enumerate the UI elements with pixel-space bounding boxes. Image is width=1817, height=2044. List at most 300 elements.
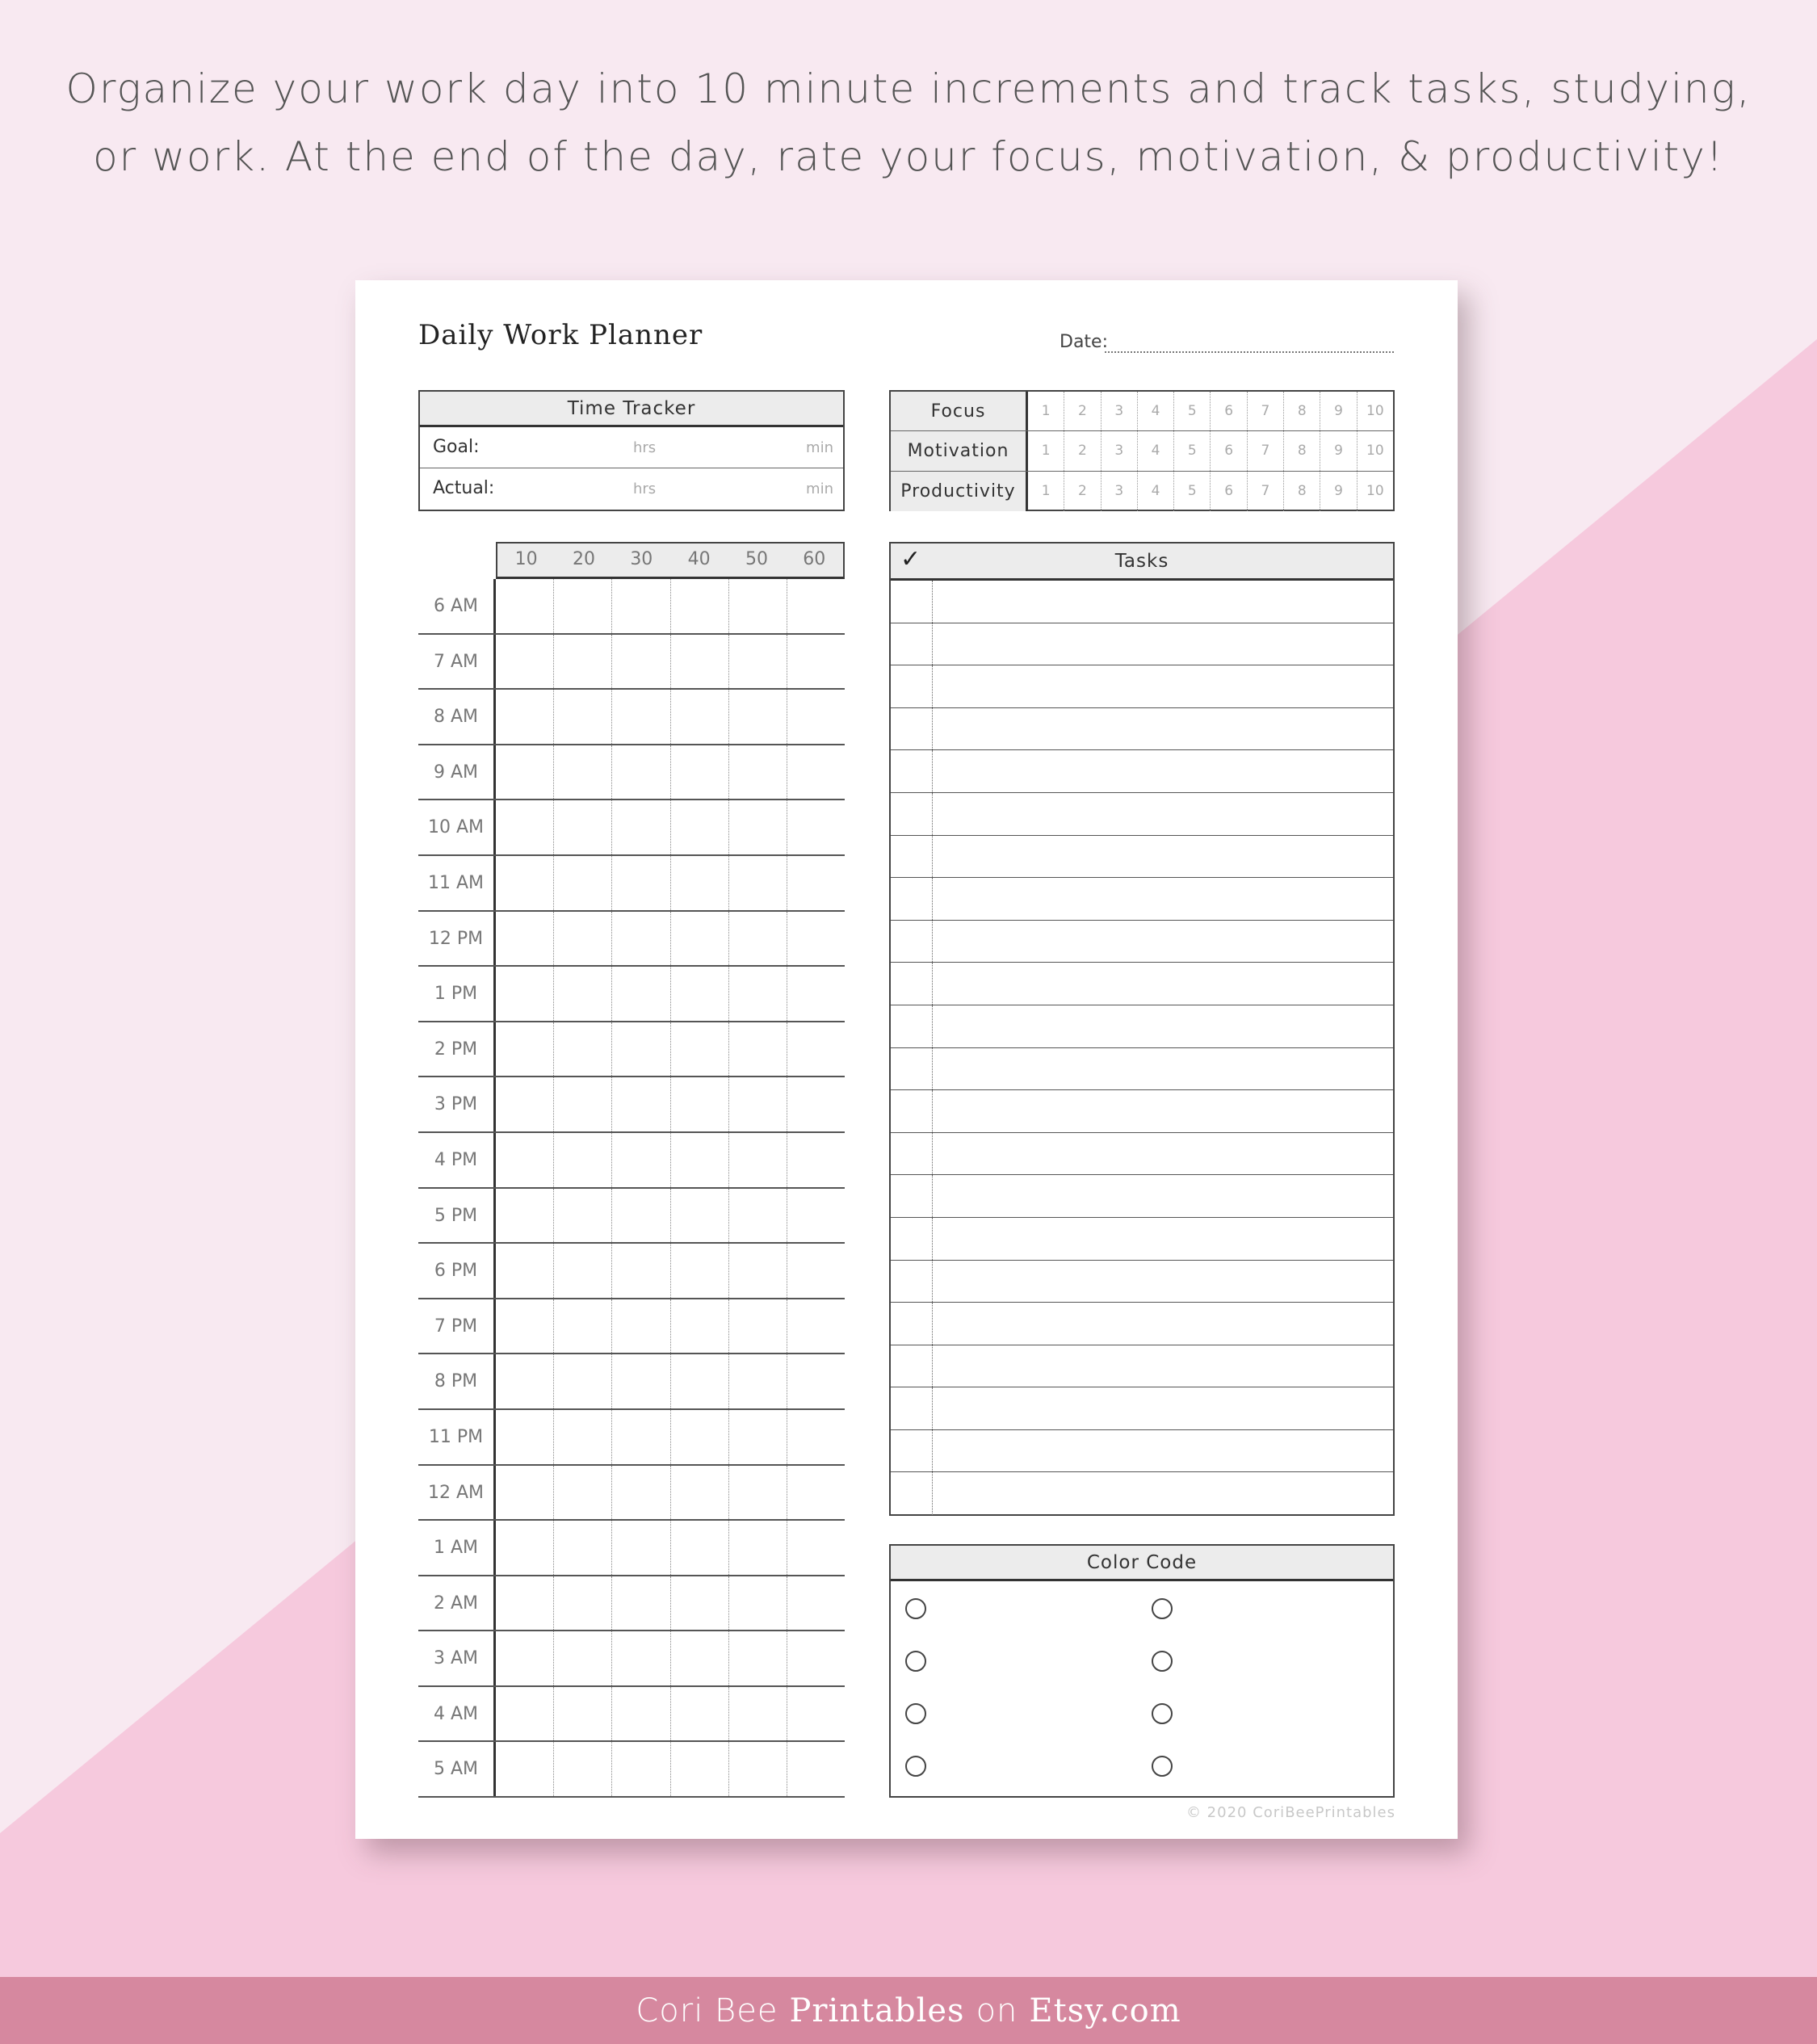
task-row bbox=[891, 963, 1393, 1005]
rating-option[interactable]: 7 bbox=[1248, 472, 1284, 511]
time-slot[interactable] bbox=[496, 1466, 554, 1520]
hour-label: 11 AM bbox=[418, 856, 496, 910]
rating-option[interactable]: 5 bbox=[1174, 392, 1211, 430]
footer-printables: Printables bbox=[789, 1992, 965, 2029]
task-checkbox[interactable] bbox=[891, 1387, 933, 1429]
time-slot[interactable] bbox=[496, 1244, 554, 1298]
time-slot[interactable] bbox=[671, 1133, 729, 1187]
rating-option[interactable]: 2 bbox=[1064, 431, 1101, 470]
time-slot[interactable] bbox=[612, 1022, 670, 1077]
time-slot[interactable] bbox=[729, 912, 787, 966]
time-slot[interactable] bbox=[671, 1354, 729, 1408]
time-slot[interactable] bbox=[496, 1410, 554, 1464]
date-label: Date: bbox=[1060, 332, 1108, 352]
task-checkbox[interactable] bbox=[891, 665, 933, 707]
task-checkbox[interactable] bbox=[891, 1303, 933, 1345]
color-swatch-circle[interactable] bbox=[905, 1651, 926, 1672]
rating-option[interactable]: 8 bbox=[1284, 431, 1320, 470]
time-slot[interactable] bbox=[729, 635, 787, 689]
task-checkbox[interactable] bbox=[891, 1005, 933, 1047]
time-slot[interactable] bbox=[554, 745, 612, 800]
time-slot[interactable] bbox=[612, 1521, 670, 1575]
time-slot[interactable] bbox=[496, 1189, 554, 1243]
time-slot[interactable] bbox=[729, 690, 787, 744]
time-slot[interactable] bbox=[612, 1299, 670, 1354]
rating-option[interactable]: 9 bbox=[1320, 431, 1357, 470]
time-slot[interactable] bbox=[612, 1576, 670, 1631]
color-code bbox=[889, 1544, 1395, 1798]
rating-row bbox=[891, 431, 1393, 471]
task-checkbox[interactable] bbox=[891, 793, 933, 835]
task-checkbox[interactable] bbox=[891, 921, 933, 963]
hour-label: 7 PM bbox=[418, 1299, 496, 1354]
time-slot[interactable] bbox=[496, 1077, 554, 1131]
time-slot[interactable] bbox=[787, 635, 845, 689]
time-slot[interactable] bbox=[729, 579, 787, 633]
footer-bar bbox=[0, 1977, 1817, 2044]
time-slot[interactable] bbox=[496, 967, 554, 1021]
time-slot[interactable] bbox=[671, 579, 729, 633]
time-slot[interactable] bbox=[787, 1244, 845, 1298]
hour-row bbox=[418, 579, 845, 635]
hour-row bbox=[418, 1077, 845, 1133]
hour-row bbox=[418, 1466, 845, 1521]
task-row bbox=[891, 581, 1393, 623]
actual-hrs: hrs bbox=[633, 481, 657, 497]
hour-row bbox=[418, 1189, 845, 1244]
task-field[interactable] bbox=[933, 836, 1393, 878]
rating-option[interactable]: 9 bbox=[1320, 392, 1357, 430]
task-field[interactable] bbox=[933, 1005, 1393, 1047]
time-slot[interactable] bbox=[554, 1466, 612, 1520]
rating-label: Productivity bbox=[891, 472, 1028, 511]
footer-cori-bee: Cori Bee bbox=[636, 1992, 778, 2029]
time-slot[interactable] bbox=[787, 690, 845, 744]
hour-label: 1 AM bbox=[418, 1521, 496, 1575]
task-field[interactable] bbox=[933, 1133, 1393, 1175]
time-slot[interactable] bbox=[787, 1189, 845, 1243]
hour-row bbox=[418, 800, 845, 856]
time-slot[interactable] bbox=[554, 1299, 612, 1354]
task-row bbox=[891, 1261, 1393, 1303]
task-row bbox=[891, 1090, 1393, 1133]
time-slot[interactable] bbox=[729, 1022, 787, 1077]
time-slot[interactable] bbox=[787, 1631, 845, 1685]
task-field[interactable] bbox=[933, 1218, 1393, 1260]
time-slot[interactable] bbox=[612, 967, 670, 1021]
time-slot[interactable] bbox=[612, 579, 670, 633]
time-slot[interactable] bbox=[787, 1687, 845, 1741]
checkmark-icon: ✓ bbox=[900, 545, 921, 573]
planner-title: Daily Work Planner bbox=[418, 319, 703, 351]
goal-label: Goal: bbox=[433, 437, 480, 457]
time-slot[interactable] bbox=[612, 1133, 670, 1187]
rating-option[interactable]: 1 bbox=[1028, 472, 1064, 511]
time-slot[interactable] bbox=[729, 1466, 787, 1520]
hour-label: 6 AM bbox=[418, 579, 496, 633]
time-slot[interactable] bbox=[612, 1244, 670, 1298]
goal-hrs: hrs bbox=[633, 439, 657, 456]
time-slot[interactable] bbox=[787, 1742, 845, 1796]
task-row bbox=[891, 750, 1393, 793]
time-slot[interactable] bbox=[554, 800, 612, 854]
rating-option[interactable]: 9 bbox=[1320, 472, 1357, 511]
hour-row bbox=[418, 745, 845, 801]
color-swatch-circle[interactable] bbox=[1152, 1756, 1173, 1777]
task-field[interactable] bbox=[933, 1303, 1393, 1345]
color-swatch-circle[interactable] bbox=[1152, 1651, 1173, 1672]
time-slot[interactable] bbox=[612, 690, 670, 744]
time-slot[interactable] bbox=[496, 635, 554, 689]
rating-label: Motivation bbox=[891, 431, 1028, 470]
goal-min: min bbox=[806, 439, 833, 456]
time-slot[interactable] bbox=[612, 1742, 670, 1796]
time-slot[interactable] bbox=[554, 1742, 612, 1796]
hour-label: 5 AM bbox=[418, 1742, 496, 1796]
time-slot[interactable] bbox=[554, 1631, 612, 1685]
time-slot[interactable] bbox=[671, 1466, 729, 1520]
task-field[interactable] bbox=[933, 921, 1393, 963]
time-slot[interactable] bbox=[612, 1189, 670, 1243]
time-slot[interactable] bbox=[554, 1244, 612, 1298]
rating-option[interactable]: 1 bbox=[1028, 392, 1064, 430]
hour-label: 4 AM bbox=[418, 1687, 496, 1741]
time-slot[interactable] bbox=[787, 800, 845, 854]
time-slot[interactable] bbox=[787, 1077, 845, 1131]
time-slot[interactable] bbox=[729, 1687, 787, 1741]
hour-label: 8 PM bbox=[418, 1354, 496, 1408]
time-slot[interactable] bbox=[787, 1299, 845, 1354]
time-slot[interactable] bbox=[729, 1354, 787, 1408]
minute-label: 10 bbox=[514, 549, 538, 569]
task-field[interactable] bbox=[933, 878, 1393, 920]
task-field[interactable] bbox=[933, 750, 1393, 792]
color-swatch-circle[interactable] bbox=[1152, 1598, 1173, 1619]
time-slot[interactable] bbox=[671, 1576, 729, 1631]
time-slot[interactable] bbox=[612, 912, 670, 966]
time-slot[interactable] bbox=[671, 635, 729, 689]
task-field[interactable] bbox=[933, 1048, 1393, 1090]
task-checkbox[interactable] bbox=[891, 1218, 933, 1260]
hour-row bbox=[418, 1022, 845, 1078]
task-checkbox[interactable] bbox=[891, 963, 933, 1005]
time-slot[interactable] bbox=[787, 856, 845, 910]
rating-option[interactable]: 6 bbox=[1211, 472, 1247, 511]
time-slot[interactable] bbox=[671, 745, 729, 800]
headline-line-1: Organize your work day into 10 minute increments and track tasks, studying, bbox=[65, 65, 1752, 112]
hour-label: 3 PM bbox=[418, 1077, 496, 1131]
time-slot[interactable] bbox=[729, 1410, 787, 1464]
task-row bbox=[891, 921, 1393, 963]
rating-option[interactable]: 3 bbox=[1102, 392, 1138, 430]
footer-etsy: Etsy.com bbox=[1029, 1992, 1181, 2029]
task-field[interactable] bbox=[933, 1175, 1393, 1217]
rating-option[interactable]: 6 bbox=[1211, 431, 1247, 470]
hour-row bbox=[418, 1133, 845, 1189]
rating-option[interactable]: 7 bbox=[1248, 392, 1284, 430]
time-slot[interactable] bbox=[554, 856, 612, 910]
time-slot[interactable] bbox=[612, 1687, 670, 1741]
hour-label: 4 PM bbox=[418, 1133, 496, 1187]
task-checkbox[interactable] bbox=[891, 1472, 933, 1515]
time-slot[interactable] bbox=[496, 1299, 554, 1354]
time-slot[interactable] bbox=[729, 1576, 787, 1631]
task-checkbox[interactable] bbox=[891, 1048, 933, 1090]
hour-row bbox=[418, 1410, 845, 1466]
time-slot[interactable] bbox=[496, 1022, 554, 1077]
time-tracker-title: Time Tracker bbox=[420, 392, 843, 427]
time-slot[interactable] bbox=[671, 1299, 729, 1354]
rating-table bbox=[889, 390, 1395, 511]
hour-label: 10 AM bbox=[418, 800, 496, 854]
task-row bbox=[891, 1387, 1393, 1430]
time-slot[interactable] bbox=[554, 635, 612, 689]
task-field[interactable] bbox=[933, 963, 1393, 1005]
time-slot[interactable] bbox=[729, 967, 787, 1021]
time-slot[interactable] bbox=[554, 1189, 612, 1243]
rating-option[interactable]: 4 bbox=[1138, 472, 1174, 511]
time-slot[interactable] bbox=[554, 967, 612, 1021]
time-slot[interactable] bbox=[554, 1576, 612, 1631]
rating-option[interactable]: 4 bbox=[1138, 392, 1174, 430]
task-field[interactable] bbox=[933, 1090, 1393, 1132]
time-slot[interactable] bbox=[671, 1631, 729, 1685]
time-slot[interactable] bbox=[729, 1521, 787, 1575]
time-slot[interactable] bbox=[671, 856, 729, 910]
task-row bbox=[891, 1218, 1393, 1261]
time-slot[interactable] bbox=[787, 1410, 845, 1464]
time-slot[interactable] bbox=[554, 1077, 612, 1131]
time-slot[interactable] bbox=[554, 690, 612, 744]
task-checkbox[interactable] bbox=[891, 750, 933, 792]
task-field[interactable] bbox=[933, 1261, 1393, 1303]
hour-label: 12 AM bbox=[418, 1466, 496, 1520]
task-checkbox[interactable] bbox=[891, 836, 933, 878]
time-slot[interactable] bbox=[671, 967, 729, 1021]
task-row bbox=[891, 665, 1393, 708]
time-slot[interactable] bbox=[496, 1687, 554, 1741]
time-slot[interactable] bbox=[496, 1354, 554, 1408]
task-row bbox=[891, 1175, 1393, 1218]
time-slot[interactable] bbox=[554, 1354, 612, 1408]
tasks-table bbox=[889, 542, 1395, 1516]
task-checkbox[interactable] bbox=[891, 1430, 933, 1472]
hour-row bbox=[418, 856, 845, 912]
time-slot[interactable] bbox=[496, 1133, 554, 1187]
time-slot[interactable] bbox=[729, 800, 787, 854]
time-slot[interactable] bbox=[729, 856, 787, 910]
time-slot[interactable] bbox=[787, 1576, 845, 1631]
footer-on: on bbox=[976, 1992, 1018, 2029]
rating-option[interactable]: 3 bbox=[1102, 431, 1138, 470]
time-slot[interactable] bbox=[496, 1521, 554, 1575]
time-slot[interactable] bbox=[496, 1631, 554, 1685]
time-slot[interactable] bbox=[787, 1466, 845, 1520]
task-row bbox=[891, 1345, 1393, 1388]
task-checkbox[interactable] bbox=[891, 1090, 933, 1132]
rating-option[interactable]: 10 bbox=[1366, 403, 1384, 419]
hour-row bbox=[418, 635, 845, 690]
time-slot[interactable] bbox=[729, 1631, 787, 1685]
hour-row bbox=[418, 1299, 845, 1355]
time-slot[interactable] bbox=[612, 1077, 670, 1131]
task-field[interactable] bbox=[933, 1430, 1393, 1472]
time-slot[interactable] bbox=[612, 1631, 670, 1685]
task-checkbox[interactable] bbox=[891, 878, 933, 920]
time-slot[interactable] bbox=[671, 1189, 729, 1243]
time-slot[interactable] bbox=[612, 800, 670, 854]
time-slot[interactable] bbox=[671, 1077, 729, 1131]
task-field[interactable] bbox=[933, 708, 1393, 750]
task-field[interactable] bbox=[933, 1387, 1393, 1429]
task-field[interactable] bbox=[933, 793, 1393, 835]
time-slot[interactable] bbox=[729, 1244, 787, 1298]
task-checkbox[interactable] bbox=[891, 1133, 933, 1175]
time-slot[interactable] bbox=[671, 1022, 729, 1077]
task-checkbox[interactable] bbox=[891, 581, 933, 623]
task-field[interactable] bbox=[933, 623, 1393, 665]
hour-label: 1 PM bbox=[418, 967, 496, 1021]
task-checkbox[interactable] bbox=[891, 708, 933, 750]
time-slot[interactable] bbox=[787, 967, 845, 1021]
color-code-body bbox=[891, 1581, 1393, 1796]
actual-row bbox=[420, 468, 843, 510]
time-slot[interactable] bbox=[787, 912, 845, 966]
hour-label: 11 PM bbox=[418, 1410, 496, 1464]
time-slot[interactable] bbox=[729, 1189, 787, 1243]
time-slot[interactable] bbox=[496, 1576, 554, 1631]
rating-option[interactable]: 4 bbox=[1138, 431, 1174, 470]
time-slot[interactable] bbox=[554, 1133, 612, 1187]
time-slot[interactable] bbox=[729, 1299, 787, 1354]
hour-label: 6 PM bbox=[418, 1244, 496, 1298]
hour-label: 12 PM bbox=[418, 912, 496, 966]
time-slot[interactable] bbox=[496, 1742, 554, 1796]
task-row bbox=[891, 1472, 1393, 1515]
rating-option[interactable]: 1 bbox=[1028, 431, 1064, 470]
time-slot[interactable] bbox=[729, 1077, 787, 1131]
task-row bbox=[891, 708, 1393, 751]
color-swatch-circle[interactable] bbox=[905, 1756, 926, 1777]
time-slot[interactable] bbox=[671, 1521, 729, 1575]
task-field[interactable] bbox=[933, 1345, 1393, 1387]
hour-label: 7 AM bbox=[418, 635, 496, 689]
time-slot[interactable] bbox=[612, 1354, 670, 1408]
hour-row bbox=[418, 1521, 845, 1576]
time-slot[interactable] bbox=[787, 1022, 845, 1077]
task-row bbox=[891, 878, 1393, 921]
time-slot[interactable] bbox=[787, 1521, 845, 1575]
task-checkbox[interactable] bbox=[891, 1345, 933, 1387]
rating-option[interactable]: 10 bbox=[1366, 482, 1384, 499]
hour-row bbox=[418, 912, 845, 967]
time-slot[interactable] bbox=[496, 745, 554, 800]
task-row bbox=[891, 1048, 1393, 1091]
time-slot[interactable] bbox=[612, 745, 670, 800]
hour-label: 3 AM bbox=[418, 1631, 496, 1685]
time-slot[interactable] bbox=[787, 745, 845, 800]
goal-row bbox=[420, 427, 843, 468]
time-slot[interactable] bbox=[671, 912, 729, 966]
time-slot[interactable] bbox=[787, 1133, 845, 1187]
headline-line-2: or work. At the end of the day, rate your focus, motivation, & productivity! bbox=[93, 133, 1724, 180]
task-checkbox[interactable] bbox=[891, 1261, 933, 1303]
date-line bbox=[1105, 351, 1394, 353]
task-checkbox[interactable] bbox=[891, 623, 933, 665]
time-slot[interactable] bbox=[671, 1244, 729, 1298]
time-slot[interactable] bbox=[787, 579, 845, 633]
rating-option[interactable]: 2 bbox=[1064, 472, 1101, 511]
time-slot[interactable] bbox=[729, 1742, 787, 1796]
time-slot[interactable] bbox=[612, 1410, 670, 1464]
actual-label: Actual: bbox=[433, 478, 495, 498]
time-slot[interactable] bbox=[729, 1133, 787, 1187]
time-slot[interactable] bbox=[554, 1022, 612, 1077]
rating-option[interactable]: 8 bbox=[1284, 392, 1320, 430]
task-row bbox=[891, 1430, 1393, 1473]
time-slot[interactable] bbox=[496, 579, 554, 633]
time-slot[interactable] bbox=[554, 1521, 612, 1575]
time-slot[interactable] bbox=[554, 579, 612, 633]
time-slot[interactable] bbox=[496, 690, 554, 744]
time-slot[interactable] bbox=[671, 800, 729, 854]
time-slot[interactable] bbox=[671, 1687, 729, 1741]
rating-option[interactable]: 6 bbox=[1211, 392, 1247, 430]
task-checkbox[interactable] bbox=[891, 1175, 933, 1217]
task-field[interactable] bbox=[933, 1472, 1393, 1515]
time-slot[interactable] bbox=[554, 1410, 612, 1464]
rating-option[interactable]: 5 bbox=[1174, 472, 1211, 511]
rating-option[interactable]: 5 bbox=[1174, 431, 1211, 470]
rating-option[interactable]: 2 bbox=[1064, 392, 1101, 430]
hour-label: 8 AM bbox=[418, 690, 496, 744]
task-row bbox=[891, 793, 1393, 836]
rating-option[interactable]: 3 bbox=[1102, 472, 1138, 511]
headline bbox=[0, 55, 1817, 191]
time-slot[interactable] bbox=[496, 912, 554, 966]
color-swatch-circle[interactable] bbox=[1152, 1703, 1173, 1724]
time-slot[interactable] bbox=[729, 745, 787, 800]
rating-option[interactable]: 10 bbox=[1366, 443, 1384, 460]
time-slot[interactable] bbox=[671, 1742, 729, 1796]
time-slot[interactable] bbox=[671, 1410, 729, 1464]
task-field[interactable] bbox=[933, 581, 1393, 623]
hour-row bbox=[418, 1742, 845, 1798]
hour-row bbox=[418, 967, 845, 1022]
time-slot[interactable] bbox=[496, 856, 554, 910]
rating-option[interactable]: 7 bbox=[1248, 431, 1284, 470]
time-slot[interactable] bbox=[612, 635, 670, 689]
color-swatch-circle[interactable] bbox=[905, 1703, 926, 1724]
task-field[interactable] bbox=[933, 665, 1393, 707]
time-slot[interactable] bbox=[612, 1466, 670, 1520]
time-slot[interactable] bbox=[671, 690, 729, 744]
time-tracker bbox=[418, 390, 845, 511]
task-row bbox=[891, 623, 1393, 666]
time-slot[interactable] bbox=[554, 912, 612, 966]
hour-row bbox=[418, 1244, 845, 1299]
time-slot[interactable] bbox=[554, 1687, 612, 1741]
minute-label: 50 bbox=[745, 549, 768, 569]
hour-row bbox=[418, 1354, 845, 1410]
minute-header bbox=[496, 542, 845, 579]
rating-option[interactable]: 8 bbox=[1284, 472, 1320, 511]
time-slot[interactable] bbox=[496, 800, 554, 854]
time-slot[interactable] bbox=[612, 856, 670, 910]
time-slot[interactable] bbox=[787, 1354, 845, 1408]
rating-row bbox=[891, 392, 1393, 431]
color-swatch-circle[interactable] bbox=[905, 1598, 926, 1619]
